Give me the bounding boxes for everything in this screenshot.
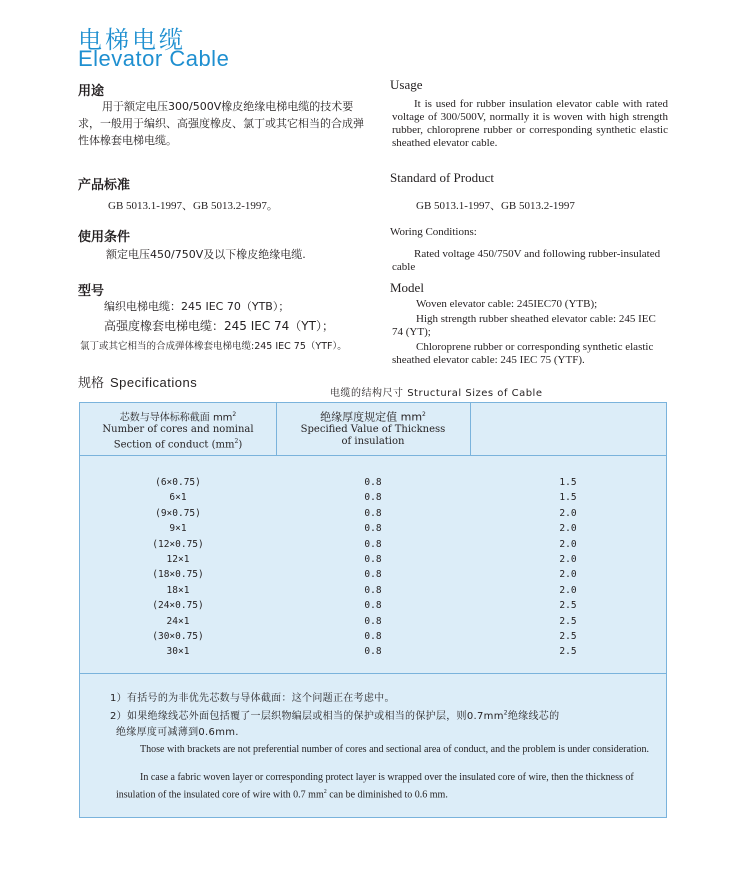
cell-insulation: 0.8: [364, 646, 382, 658]
table-row: [80, 585, 666, 600]
table-row: [80, 554, 666, 569]
cell-size: (18×0.75): [152, 569, 204, 581]
model-line-2-en: High strength rubber sheathed elevator cable: 245 IEC 74 (YT);: [392, 313, 656, 338]
table-row: [80, 600, 666, 615]
cell-size: 12×1: [166, 554, 190, 565]
table-row: [80, 508, 666, 523]
cell-insulation: 0.8: [364, 523, 382, 535]
usage-text-en: It is used for rubber insulation elevator cable with rated voltage of 300/500V, normally it is woven with high strength rubber, chloroprene rubber or corresponding synthetic elastic sheathed elevator cable.: [392, 98, 668, 149]
cell-size: 9×1: [169, 523, 187, 535]
specifications-heading: 规格 Specifications: [78, 375, 198, 391]
cell-size: (12×0.75): [152, 538, 204, 550]
cell-size: (6×0.75): [155, 477, 201, 488]
cell-size: (24×0.75): [152, 600, 204, 612]
cell-insulation: 0.8: [364, 477, 382, 488]
note-2-en: In case a fabric woven layer or corresponding protect layer is wrapped over the insulated core of wire, then the thickness of insulation of the insulated core of wire with 0.7 $mm^2$ can be diminished to 0.6 mm.: [116, 772, 634, 801]
cell-insulation: 0.8: [364, 631, 382, 642]
model-heading-cn: 型号: [78, 284, 105, 299]
note-1-en: Those with brackets are not preferential number of cores and sectional area of conduct, and the problem is under consideration.: [140, 744, 649, 755]
cell-insulation: 0.8: [364, 554, 382, 565]
cell-value: 1.5: [559, 477, 577, 488]
cell-insulation: 0.8: [364, 507, 382, 519]
table-row: [80, 523, 666, 538]
cell-size: (9×0.75): [155, 507, 201, 519]
note-3-cn: 绝缘厚度可减薄到0.6mm.: [116, 727, 239, 738]
cell-value: 2.0: [559, 584, 577, 596]
cell-value: 2.0: [559, 569, 577, 581]
page-title-cn: 电梯电缆: [78, 26, 186, 54]
cell-size: 6×1: [169, 492, 187, 504]
cell-value: 2.0: [559, 554, 577, 565]
note-2-cn: 2）如果绝缘线芯外面包括覆了一层织物编层或相当的保护或相当的保护层，则$0.7mm^2$绝缘线芯的: [110, 709, 560, 722]
conditions-text-cn: 额定电压450/750V及以下橡皮绝缘电缆.: [106, 248, 306, 261]
model-line-2-cn: 高强度橡套电梯电缆：245 IEC 74（YT）；: [104, 319, 334, 333]
model-line-3-en: Chloroprene rubber or corresponding synthetic elastic sheathed elevator cable: 245 IEC 75 (YTF).: [392, 341, 654, 366]
standard-text-en: GB 5013.1-1997、GB 5013.2-1997: [416, 200, 575, 212]
cell-size: 24×1: [166, 615, 190, 627]
cell-size: (30×0.75): [152, 631, 204, 642]
standard-text-cn: GB 5013.1-1997、GB 5013.2-1997。: [108, 200, 278, 212]
cell-value: 2.5: [559, 631, 577, 642]
table-row: [80, 616, 666, 631]
page-title-en: Elevator Cable: [78, 46, 230, 71]
conditions-text-en: Rated voltage 450/750V and following rubber-insulated cable: [392, 248, 661, 273]
standard-heading-en: Standard of Product: [390, 170, 494, 185]
cell-insulation: 0.8: [364, 538, 382, 550]
cell-size: 30×1: [166, 646, 190, 658]
table-row: [80, 631, 666, 646]
usage-heading-cn: 用途: [78, 84, 105, 99]
cell-insulation: 0.8: [364, 584, 382, 596]
table-caption: 电缆的结构尺寸 Structural Sizes of Cable: [330, 388, 543, 399]
usage-heading-en: Usage: [390, 77, 423, 92]
table-header-cores: 芯数与导体标称截面 $mm^2$ Number of cores and nominal Section of conduct $(mm^2)$: [102, 411, 254, 451]
table-row: [80, 492, 666, 507]
cell-insulation: 0.8: [364, 600, 382, 612]
cell-value: 2.0: [559, 507, 577, 519]
model-heading-en: Model: [390, 280, 424, 295]
table-header-insulation: 绝缘厚度规定值 $mm^2$ Specified Value of Thickness of insulation: [300, 410, 446, 447]
cell-value: 2.5: [559, 615, 577, 627]
cell-value: 2.0: [559, 538, 577, 550]
conditions-heading-cn: 使用条件: [78, 230, 131, 245]
cell-value: 2.0: [559, 523, 577, 535]
standard-heading-cn: 产品标准: [78, 178, 131, 193]
cell-size: 18×1: [166, 584, 190, 596]
cell-value: 1.5: [559, 492, 577, 504]
usage-text-cn: 用于额定电压300/500V橡皮绝缘电梯电缆的技术要求，一般用于编织、高强度橡皮、氯丁或其它相当的合成弹性体橡套电梯电缆。: [78, 100, 364, 147]
model-line-1-cn: 编织电梯电缆：245 IEC 70（YTB）；: [104, 300, 290, 313]
cell-insulation: 0.8: [364, 492, 382, 504]
note-1-cn: 1）有括号的为非优先芯数与导体截面：这个问题正在考虑中。: [110, 693, 395, 704]
table-row: [80, 539, 666, 554]
cell-insulation: 0.8: [364, 615, 382, 627]
table-row: [80, 646, 666, 661]
table-row: [80, 569, 666, 584]
spec-table: [79, 402, 667, 818]
model-line-1-en: Woven elevator cable: 245IEC70 (YTB);: [416, 298, 598, 310]
cell-value: 2.5: [559, 646, 577, 658]
model-line-3-cn: 氯丁或其它相当的合成弹体橡套电梯电缆:245 IEC 75（YTF）。: [80, 341, 347, 352]
cell-value: 2.5: [559, 600, 577, 612]
cell-insulation: 0.8: [364, 569, 382, 581]
conditions-heading-en: Woring Conditions:: [390, 226, 477, 238]
table-row: [80, 477, 666, 492]
